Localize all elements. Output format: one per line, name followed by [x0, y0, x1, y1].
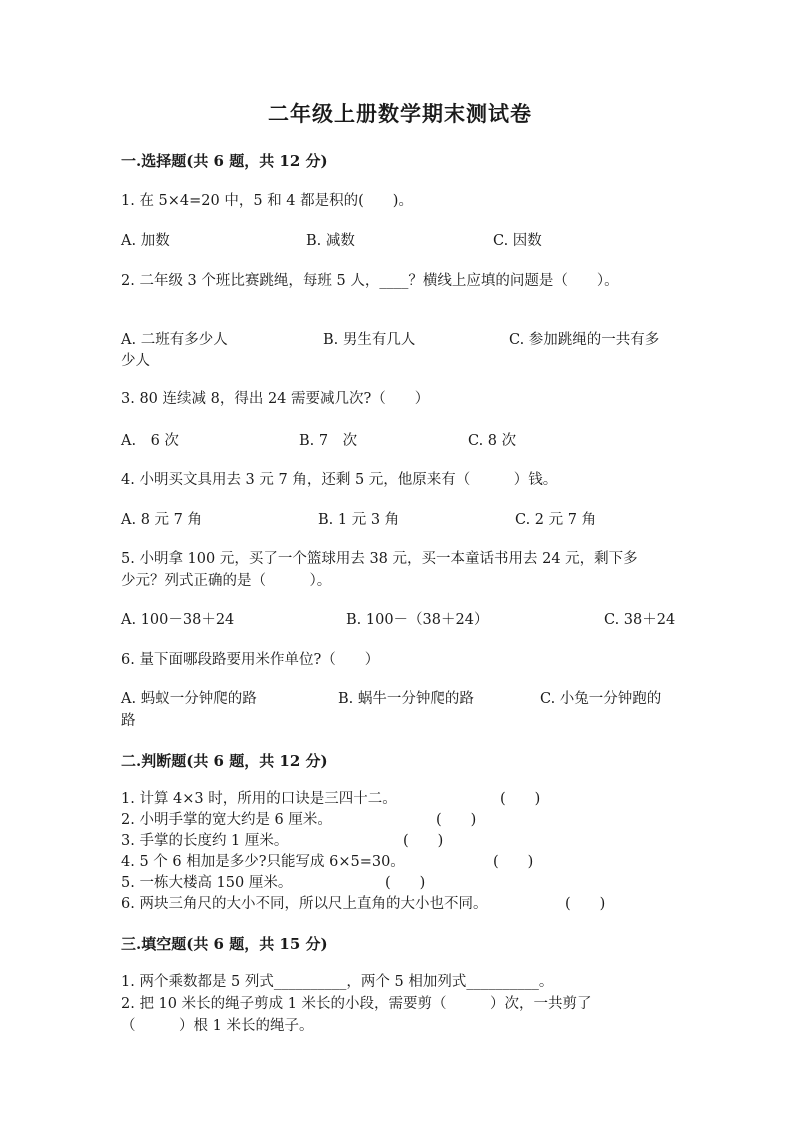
judge-5-text: 5. 一栋大楼高 150 厘米。 — [121, 875, 293, 891]
question-3-option-a: A. 6 次 — [121, 433, 179, 449]
fill-2-text-line2: （ ）根 1 米长的绳子。 — [121, 1018, 314, 1034]
question-5-option-b: B. 100－（38＋24） — [346, 612, 489, 628]
question-4-option-c: C. 2 元 7 角 — [515, 512, 597, 528]
question-6-option-a: A. 蚂蚁一分钟爬的路 — [121, 691, 257, 707]
question-2-option-a: A. 二班有多少人 — [121, 332, 228, 348]
section-heading-true-false: 二.判断题(共 6 题，共 12 分) — [121, 752, 328, 770]
question-1-option-a: A. 加数 — [121, 233, 170, 249]
question-2-text: 2. 二年级 3 个班比赛跳绳，每班 5 人，____？横线上应填的问题是（ ）。 — [121, 273, 619, 289]
question-5-text-line1: 5. 小明拿 100 元，买了一个篮球用去 38 元，买一本童话书用去 24 元，剩下多 — [121, 551, 638, 567]
fill-1-text: 1. 两个乘数都是 5 列式__________，两个 5 相加列式__________。 — [121, 974, 554, 990]
judge-3-text: 3. 手掌的长度约 1 厘米。 — [121, 833, 289, 849]
question-5-option-c: C. 38＋24 — [604, 612, 676, 628]
judge-1-paren: ( ) — [500, 791, 541, 807]
question-1-text: 1. 在 5×4=20 中，5 和 4 都是积的( )。 — [121, 193, 413, 209]
question-2-option-b: B. 男生有几人 — [323, 332, 416, 348]
fill-2-text-line1: 2. 把 10 米长的绳子剪成 1 米长的小段，需要剪（ ）次，一共剪了 — [121, 996, 592, 1012]
question-2-option-c-continued: 少人 — [121, 353, 150, 369]
question-3-option-c: C. 8 次 — [468, 433, 517, 449]
page-title: 二年级上册数学期末测试卷 — [268, 101, 532, 126]
question-1-option-b: B. 减数 — [306, 233, 355, 249]
question-6-option-b: B. 蜗牛一分钟爬的路 — [338, 691, 474, 707]
question-1-option-c: C. 因数 — [493, 233, 542, 249]
question-4-text: 4. 小明买文具用去 3 元 7 角，还剩 5 元，他原来有（ ）钱。 — [121, 472, 558, 488]
judge-6-paren: ( ) — [565, 896, 606, 912]
question-4-option-a: A. 8 元 7 角 — [121, 512, 202, 528]
judge-1-text: 1. 计算 4×3 时，所用的口诀是三四十二。 — [121, 791, 397, 807]
question-2-option-c: C. 参加跳绳的一共有多 — [509, 332, 660, 348]
question-3-option-b: B. 7 次 — [299, 433, 358, 449]
judge-3-paren: ( ) — [403, 833, 444, 849]
question-3-text: 3. 80 连续减 8，得出 24 需要减几次?（ ） — [121, 391, 430, 407]
question-6-text: 6. 量下面哪段路要用米作单位?（ ） — [121, 652, 380, 668]
question-4-option-b: B. 1 元 3 角 — [318, 512, 400, 528]
question-6-option-c: C. 小兔一分钟跑的 — [540, 691, 662, 707]
judge-2-paren: ( ) — [436, 812, 477, 828]
question-6-option-c-continued: 路 — [121, 713, 136, 729]
judge-4-paren: ( ) — [493, 854, 534, 870]
question-5-option-a: A. 100－38＋24 — [121, 612, 235, 628]
judge-6-text: 6. 两块三角尺的大小不同，所以尺上直角的大小也不同。 — [121, 896, 488, 912]
section-heading-fill-blank: 三.填空题(共 6 题，共 15 分) — [121, 935, 328, 953]
section-heading-choice: 一.选择题(共 6 题，共 12 分) — [121, 152, 328, 170]
question-5-text-line2: 少元？列式正确的是（ ）。 — [121, 573, 332, 589]
judge-2-text: 2. 小明手掌的宽大约是 6 厘米。 — [121, 812, 332, 828]
judge-4-text: 4. 5 个 6 相加是多少?只能写成 6×5=30。 — [121, 854, 405, 870]
judge-5-paren: ( ) — [385, 875, 426, 891]
